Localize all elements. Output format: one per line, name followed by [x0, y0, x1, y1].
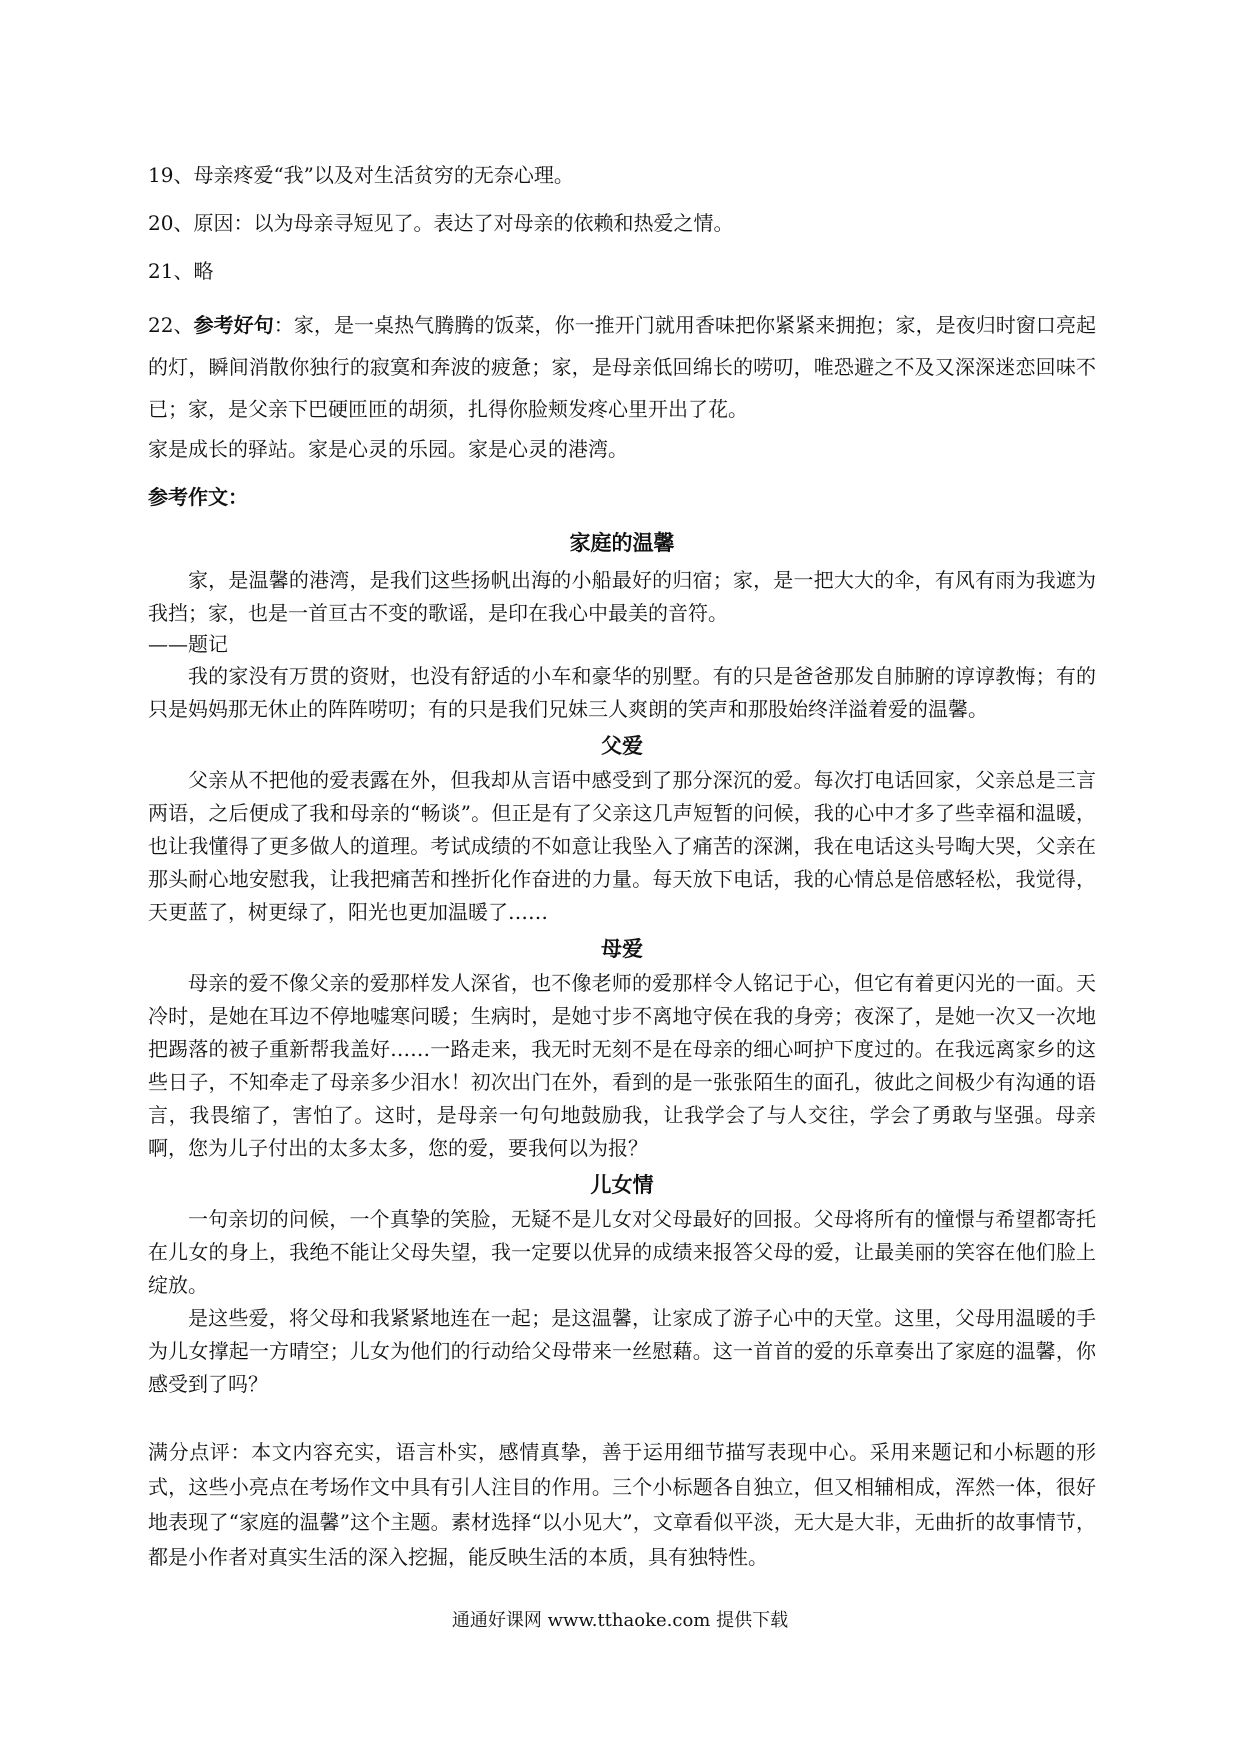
essay-paragraph-1: 家，是温馨的港湾，是我们这些扬帆出海的小船最好的归宿；家，是一把大大的伞，有风有雨为我遮为我挡；家，也是一首亘古不变的歌谣，是印在我心中最美的音符。	[148, 568, 1096, 625]
subheading-children-love: 儿女情	[590, 1172, 654, 1197]
essay-paragraph-6: 是这些爱，将父母和我紧紧地连在一起；是这温馨，让家成了游子心中的天堂。这里，父母用温暖的手为儿女撑起一方晴空；儿女为他们的行动给父母带来一丝慰藉。这一首首的爱的乐章奏出了家庭的温馨，你感受到了吗？	[148, 1306, 1096, 1396]
answer-22-number: 22、	[148, 313, 194, 337]
essay-inscription: ——题记	[148, 632, 228, 656]
answer-22-label: 参考好句	[193, 313, 274, 337]
essay-paragraph-2: 我的家没有万贯的资财，也没有舒适的小车和豪华的别墅。有的只是爸爸那发自肺腑的谆谆教悔；有的只是妈妈那无休止的阵阵唠叨；有的只是我们兄妹三人爽朗的笑声和那股始终洋溢着爱的温馨。	[148, 664, 1096, 721]
essay-paragraph-4: 母亲的爱不像父亲的爱那样发人深省，也不像老师的爱那样令人铭记于心，但它有着更闪光的一面。天冷时，是她在耳边不停地嘘寒问暖；生病时，是她寸步不离地守侯在我的身旁；夜深了，是她一次又一次地把踢落的被子重新帮我盖好……一路走来，我无时无刻不是在母亲的细心呵护下度过的。在我远离家乡的这些日子，不知牵走了母亲多少泪水！初次出门在外，看到的是一张张陌生的面孔，彼此之间极少有沟通的语言，我畏缩了，害怕了。这时，是母亲一句句地鼓励我，让我学会了与人交往，学会了勇敢与坚强。母亲啊，您为儿子付出的太多太多，您的爱，要我何以为报？	[148, 971, 1096, 1160]
essay-paragraph-3: 父亲从不把他的爱表露在外，但我却从言语中感受到了那分深沉的爱。每次打电话回家，父亲总是三言两语，之后便成了我和母亲的“畅谈”。但正是有了父亲这几声短暂的问候，我的心中才多了些幸福和温暖，也让我懂得了更多做人的道理。考试成绩的不如意让我坠入了痛苦的深渊，我在电话这头号啕大哭，父亲在那头耐心地安慰我，让我把痛苦和挫折化作奋进的力量。每天放下电话，我的心情总是倍感轻松，我觉得，天更蓝了，树更绿了，阳光也更加温暖了……	[148, 768, 1096, 924]
page-content	[148, 160, 1096, 1575]
answer-22-extra: 家是成长的驿站。家是心灵的乐园。家是心灵的港湾。	[148, 437, 628, 461]
page-footer: 通通好课网 www.tthaoke.com 提供下载	[451, 1610, 789, 1631]
answer-22-text: ：家，是一桌热气腾腾的饭菜，你一推开门就用香味把你紧紧来拥抱；家，是夜归时窗口亮起的灯，瞬间消散你独行的寂寞和奔波的疲惫；家，是母亲低回绵长的唠叨，唯恐避之不及又深深迷恋回味不已；家，是父亲下巴硬匝匝的胡须，扎得你脸颊发疼心里开出了花。	[148, 313, 1097, 421]
answer-22	[148, 304, 1096, 430]
answer-21: 21、略	[148, 259, 214, 283]
answer-20: 20、原因：以为母亲寻短见了。表达了对母亲的依赖和热爱之情。	[148, 211, 734, 235]
essay-title: 家庭的温馨	[569, 530, 675, 555]
subheading-father-love: 父爱	[601, 733, 643, 758]
subheading-mother-love: 母爱	[601, 936, 643, 961]
teacher-comment: 满分点评：本文内容充实，语言朴实，感情真挚，善于运用细节描写表现中心。采用来题记和小标题的形式，这些小亮点在考场作文中具有引人注目的作用。三个小标题各自独立，但又相辅相成，浑然一体，很好地表现了“家庭的温馨”这个主题。素材选择“以小见大”，文章看似平淡，无大是大非，无曲折的故事情节，都是小作者对真实生活的深入挖掘，能反映生活的本质，具有独特性。	[148, 1440, 1096, 1569]
essay-label: 参考作文：	[148, 485, 248, 509]
answer-19: 19、母亲疼爱“我”以及对生活贫穷的无奈心理。	[148, 163, 574, 187]
essay-paragraph-5: 一句亲切的问候，一个真挚的笑脸，无疑不是儿女对父母最好的回报。父母将所有的憧憬与希望都寄托在儿女的身上，我绝不能让父母失望，我一定要以优异的成绩来报答父母的爱，让最美丽的笑容在他们脸上绽放。	[148, 1207, 1096, 1297]
